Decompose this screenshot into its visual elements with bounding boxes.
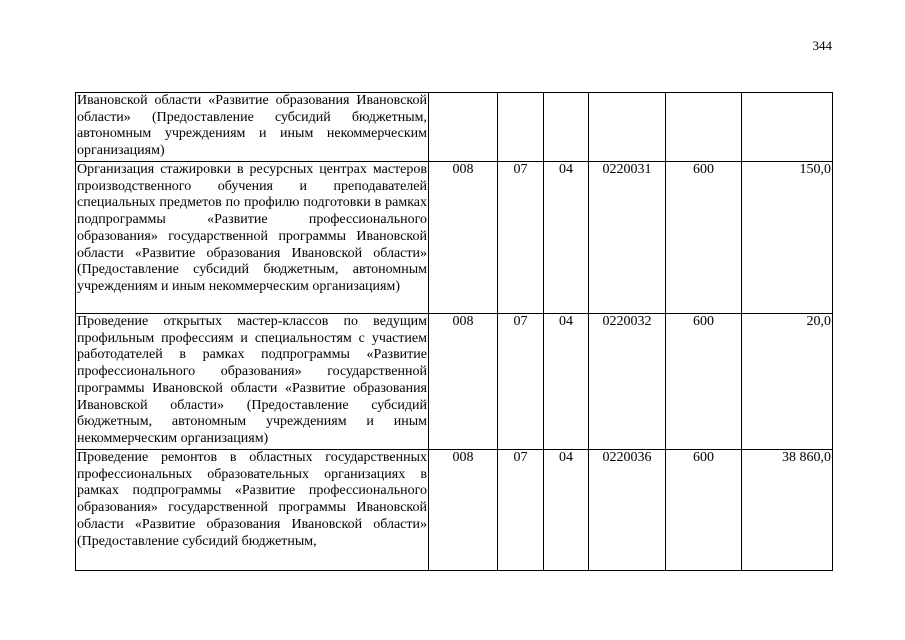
amount-cell: [742, 93, 833, 162]
target-article-cell: 0220031: [589, 162, 666, 314]
subsection-code-cell: 04: [544, 314, 589, 450]
description-cell: Проведение открытых мастер-классов по ведущим профильным профессиям и специальностям с участием работодателей в рамках подпрограммы «Развитие профессионального образования» государственной программы Ивановской области «Развитие образования Ивановской области» (Предоставление субсидий бюджетным, автономным учреждениям и иным некоммерческим организациям): [76, 314, 429, 450]
subsection-code-cell: 04: [544, 450, 589, 571]
target-article-cell: [589, 93, 666, 162]
ministry-code-cell: 008: [429, 162, 498, 314]
amount-cell: 20,0: [742, 314, 833, 450]
budget-table: [75, 92, 833, 571]
amount-cell: 38 860,0: [742, 450, 833, 571]
ministry-code-cell: 008: [429, 314, 498, 450]
expense-type-cell: 600: [666, 162, 742, 314]
table-row: [76, 162, 833, 314]
table-row: [76, 93, 833, 162]
description-cell: Организация стажировки в ресурсных центрах мастеров производственного обучения и преподавателей специальных предметов по профилю подготовки в рамках подпрограммы «Развитие профессионального образования» государственной программы Ивановской области «Развитие образования Ивановской области» (Предоставление субсидий бюджетным, автономным учреждениям и иным некоммерческим организациям): [76, 162, 429, 314]
ministry-code-cell: 008: [429, 450, 498, 571]
section-code-cell: [498, 93, 544, 162]
subsection-code-cell: 04: [544, 162, 589, 314]
section-code-cell: 07: [498, 450, 544, 571]
amount-cell: 150,0: [742, 162, 833, 314]
target-article-cell: 0220032: [589, 314, 666, 450]
section-code-cell: 07: [498, 314, 544, 450]
ministry-code-cell: [429, 93, 498, 162]
page-number: 344: [812, 38, 832, 53]
expense-type-cell: 600: [666, 314, 742, 450]
subsection-code-cell: [544, 93, 589, 162]
expense-type-cell: [666, 93, 742, 162]
target-article-cell: 0220036: [589, 450, 666, 571]
table-row: [76, 450, 833, 571]
description-cell: Проведение ремонтов в областных государственных профессиональных образовательных организациях в рамках подпрограммы «Развитие профессионального образования» государственной программы Ивановской области «Развитие образования Ивановской области» (Предоставление субсидий бюджетным,: [76, 450, 429, 571]
table-row: [76, 314, 833, 450]
description-cell: Ивановской области «Развитие образования Ивановской области» (Предоставление субсидий бюджетным, автономным учреждениям и иным некоммерческим организациям): [76, 93, 429, 162]
section-code-cell: 07: [498, 162, 544, 314]
expense-type-cell: 600: [666, 450, 742, 571]
